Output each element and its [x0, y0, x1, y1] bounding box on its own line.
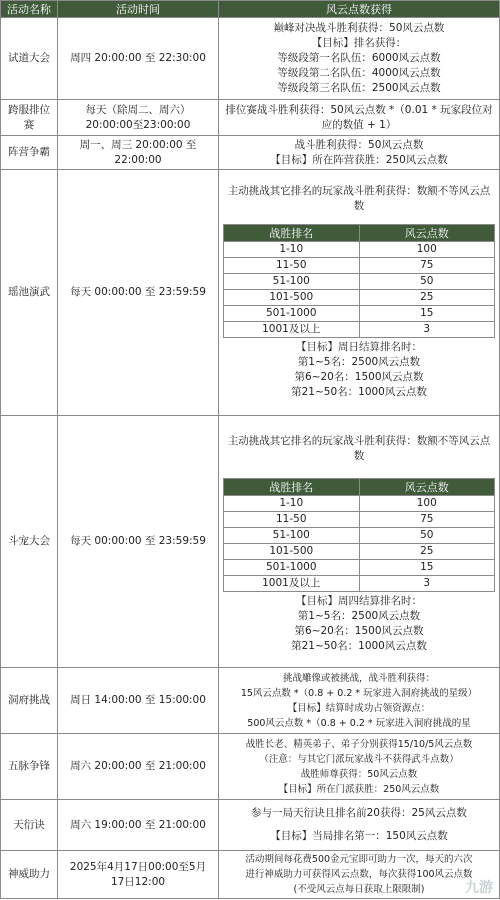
row-wumai [1, 734, 500, 800]
points-line: 等级段第三名队伍：2500风云点数 [277, 82, 441, 94]
points-cell [219, 668, 500, 734]
rank-cell: 501-1000 [224, 560, 360, 576]
points-line: 【目标】所在门派获胜：250风云点数 [278, 783, 440, 795]
activity-time: 周六 20:00:00 至 21:00:00 [58, 734, 219, 800]
value-cell: 50 [359, 274, 495, 290]
table-row [224, 274, 495, 290]
points-cell [219, 851, 500, 899]
watermark-logo: 九游 [465, 880, 493, 896]
points-line: 巅峰对决战斗胜利获得：50风云点数 [273, 22, 445, 34]
sub-header-points: 风云点数 [359, 479, 495, 496]
value-cell: 15 [359, 306, 495, 322]
activity-time: 周六 19:00:00 至 21:00:00 [58, 800, 219, 851]
row-kuafu [1, 100, 500, 136]
points-cell [219, 18, 500, 100]
points-cell [219, 416, 500, 668]
points-line: 进行神威助力可获得风云点数，每次获得100风云点数 [245, 869, 473, 880]
points-line: 第1~5名：2500风云点数 [297, 356, 421, 368]
sub-header-rank: 战胜排名 [224, 479, 360, 496]
points-line: 第6~20名：1500风云点数 [294, 371, 424, 383]
activity-time [58, 100, 219, 136]
sub-header-points: 风云点数 [359, 225, 495, 242]
rank-cell: 1-10 [224, 242, 360, 258]
rank-cell: 1-10 [224, 496, 360, 512]
value-cell: 25 [359, 544, 495, 560]
sub-header-rank: 战胜排名 [224, 225, 360, 242]
header-activity-name: 活动名称 [1, 1, 58, 18]
rank-cell: 51-100 [224, 274, 360, 290]
row-zhenying [1, 136, 500, 170]
activity-name: 神威助力 [1, 851, 58, 899]
header-activity-time: 活动时间 [58, 1, 219, 18]
points-line: （注意：与其它门派玩家战斗不获得武斗点数） [259, 753, 459, 765]
row-dongfu [1, 668, 500, 734]
row-shidao [1, 18, 500, 100]
points-line: 等级段第二名队伍：4000风云点数 [277, 67, 441, 79]
value-cell: 75 [359, 512, 495, 528]
header-points: 风云点数获得 [219, 1, 500, 18]
table-row [224, 258, 495, 274]
rank-cell: 101-500 [224, 290, 360, 306]
table-row [224, 290, 495, 306]
points-line: 【目标】周四结算排名时： [296, 595, 422, 607]
points-line: 参与一局天衍诀且排名前20获得：25风云点数 [251, 807, 467, 819]
time-line: 2025年4月17日00:00至5月 [69, 860, 207, 873]
points-line: 第21~50名：1000风云点数 [291, 640, 427, 652]
points-cell [219, 170, 500, 416]
points-line: 【目标】当局排名第一：150风云点数 [270, 830, 448, 842]
rank-cell: 1001及以上 [224, 322, 360, 338]
row-shenwei [1, 851, 500, 899]
points-line: 活动期间每花费500金元宝即可助力一次，每天的六次 [245, 854, 473, 865]
points-intro: 主动挑战其它排名的玩家战斗胜利获得：数额不等风云点数 [227, 185, 491, 212]
table-row [224, 544, 495, 560]
points-line: 【目标】周日结算排名时： [296, 341, 422, 353]
activity-name: 斗宠大会 [1, 416, 58, 668]
points-line: 战斗胜利获得：50风云点数 [294, 138, 424, 151]
rank-points-table [223, 478, 495, 592]
table-row [224, 576, 495, 592]
value-cell: 25 [359, 290, 495, 306]
activity-name: 天衍诀 [1, 800, 58, 851]
points-line: 500风云点数 *（0.8 + 0.2 * 玩家进入洞府挑战的星 [247, 717, 471, 729]
points-line: 【目标】所在阵营获胜：250风云点数 [270, 153, 448, 166]
activity-name: 跨服排位赛 [1, 100, 58, 136]
table-row [224, 496, 495, 512]
value-cell: 75 [359, 258, 495, 274]
points-line: 【目标】排名获得： [311, 37, 407, 49]
rank-cell: 101-500 [224, 544, 360, 560]
value-cell: 100 [359, 496, 495, 512]
points-targets [219, 592, 499, 654]
rank-cell: 51-100 [224, 528, 360, 544]
table-row [224, 512, 495, 528]
points-line: 第21~50名：1000风云点数 [291, 386, 427, 398]
rank-cell: 501-1000 [224, 306, 360, 322]
points-cell [219, 800, 500, 851]
activity-time: 每天 00:00:00 至 23:59:59 [58, 170, 219, 416]
value-cell: 15 [359, 560, 495, 576]
points-line: 第1~5名：2500风云点数 [297, 610, 421, 622]
activity-name: 瑶池演武 [1, 170, 58, 416]
time-line: 周一、周三 20:00:00 至 [79, 138, 197, 151]
time-line: 17日12:00 [110, 875, 166, 888]
points-line: 战胜师尊获得：50风云点数 [300, 768, 418, 780]
points-cell [219, 100, 500, 136]
points-line: 等级段第一名队伍：6000风云点数 [277, 52, 441, 64]
table-row [224, 306, 495, 322]
time-line: 每天（除周二、周六） [85, 103, 191, 116]
rank-cell: 11-50 [224, 258, 360, 274]
sub-header-row [224, 479, 495, 496]
row-yaochi [1, 170, 500, 416]
rank-points-table [223, 224, 495, 338]
points-intro: 主动挑战其它排名的玩家战斗胜利获得：数额不等风云点数 [227, 435, 491, 462]
activity-name: 阵营争霸 [1, 136, 58, 170]
points-cell [219, 734, 500, 800]
value-cell: 3 [359, 322, 495, 338]
row-douchong [1, 416, 500, 668]
activity-time [58, 136, 219, 170]
activity-time [58, 851, 219, 899]
row-tianyan [1, 800, 500, 851]
value-cell: 3 [359, 576, 495, 592]
sub-header-row [224, 225, 495, 242]
value-cell: 100 [359, 242, 495, 258]
points-line: 第6~20名：1500风云点数 [294, 625, 424, 637]
activity-time: 周四 20:00:00 至 22:30:00 [58, 18, 219, 100]
activity-name: 试道大会 [1, 18, 58, 100]
points-line: 战胜长老、精英弟子、弟子分别获得15/10/5风云点数 [245, 738, 473, 750]
table-row [224, 322, 495, 338]
points-line: 挑战雕像或被挑战，战斗胜利获得： [282, 672, 435, 684]
points-targets [219, 338, 499, 400]
time-line: 20:00:00至23:00:00 [85, 118, 191, 131]
rank-cell: 11-50 [224, 512, 360, 528]
activity-name: 洞府挑战 [1, 668, 58, 734]
points-cell [219, 136, 500, 170]
rank-cell: 1001及以上 [224, 576, 360, 592]
header-row [1, 1, 500, 18]
activity-time: 每天 00:00:00 至 23:59:59 [58, 416, 219, 668]
points-line: 排位赛战斗胜利获得：50风云点数 *（0.01 * 玩家段位对应的数值 + 1） [225, 103, 493, 131]
activity-time: 周日 14:00:00 至 15:00:00 [58, 668, 219, 734]
activity-name: 五脉争锋 [1, 734, 58, 800]
points-line: 15风云点数 *（0.8 + 0.2 * 玩家进入洞府挑战的星级） [240, 687, 478, 699]
table-row [224, 560, 495, 576]
value-cell: 50 [359, 528, 495, 544]
points-line: 【目标】结算时成功占领资源点： [287, 702, 431, 714]
points-line: (不受风云点每日获取上限限制) [293, 884, 425, 895]
time-line: 22:00:00 [114, 153, 162, 166]
table-row [224, 528, 495, 544]
table-row [224, 242, 495, 258]
